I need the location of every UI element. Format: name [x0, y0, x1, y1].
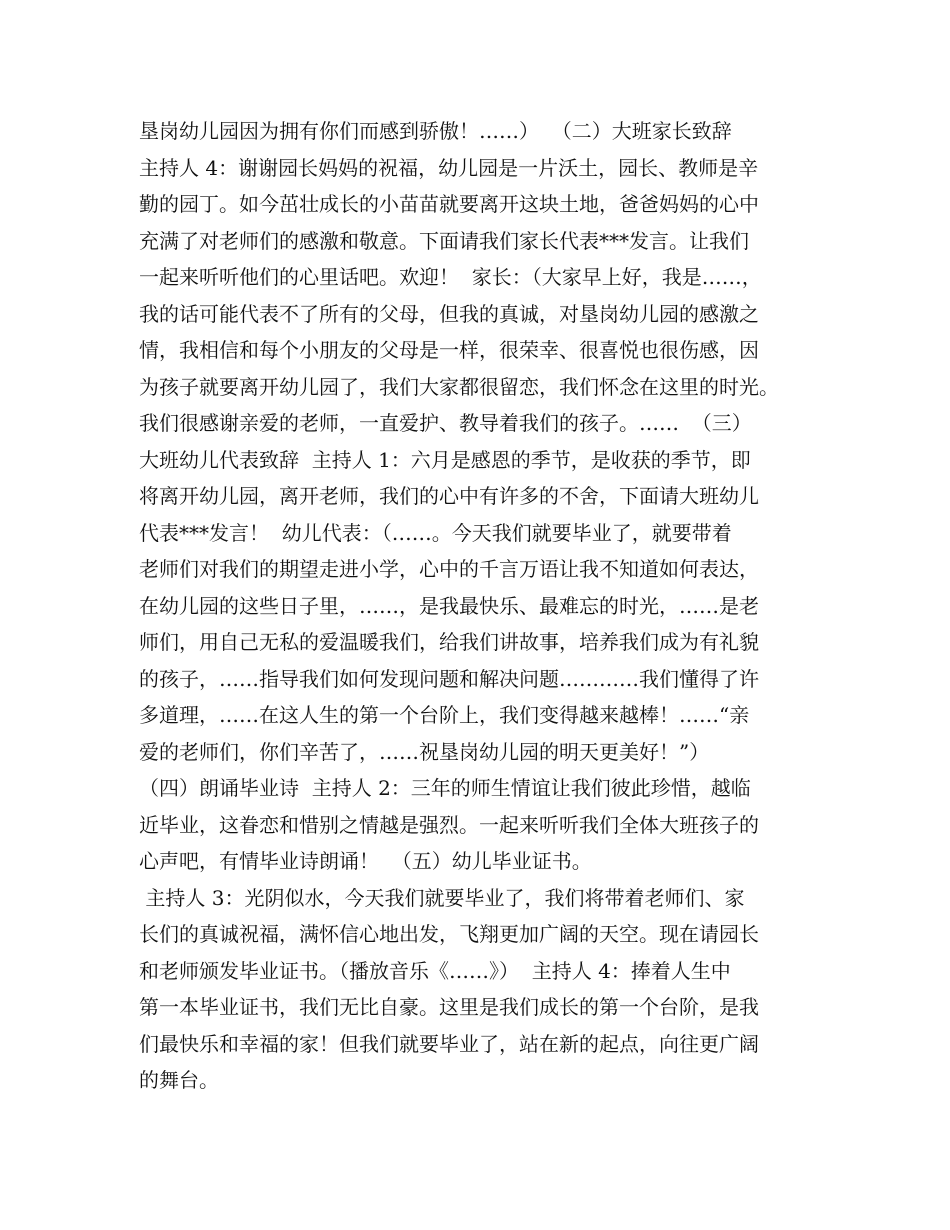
text-line: （四）朗诵毕业诗 主持人 2：三年的师生情谊让我们彼此珍惜，越临 — [139, 776, 751, 800]
text-line: 的舞台。 — [139, 1068, 219, 1092]
text-line: 师们，用自己无私的爱温暖我们，给我们讲故事，培养我们成为有礼貌 — [139, 630, 759, 654]
text-line: 在幼儿园的这些日子里，……，是我最快乐、最难忘的时光，……是老 — [139, 593, 759, 618]
text-line: 我们很感谢亲爱的老师，一直爱护、教导着我们的孩子。…… （三） — [139, 411, 752, 435]
text-line: 一起来听听他们的心里话吧。欢迎！ 家长：（大家早上好，我是……， — [139, 265, 762, 289]
text-line: 为孩子就要离开幼儿园了，我们大家都很留恋，我们怀念在这里的时光。 — [139, 374, 779, 399]
text-line: 第一本毕业证书，我们无比自豪。这里是我们成长的第一个台阶，是我 — [139, 995, 759, 1019]
text-line: 的孩子，……指导我们如何发现问题和解决问题…………我们懂得了许 — [139, 666, 759, 691]
text-line: 情，我相信和每个小朋友的父母是一样，很荣幸、很喜悦也很伤感，因 — [139, 338, 759, 362]
text-line: 近毕业，这眷恋和惜别之情越是强烈。一起来听听我们全体大班孩子的 — [139, 812, 759, 837]
text-line: 我的话可能代表不了所有的父母，但我的真诚，对垦岗幼儿园的感激之 — [139, 301, 759, 326]
text-line: 主持人 4：谢谢园长妈妈的祝福，幼儿园是一片沃土，园长、教师是辛 — [139, 155, 759, 180]
text-line: 长们的真诚祝福，满怀信心地出发，飞翔更加广阔的天空。现在请园长 — [139, 922, 759, 946]
text-line: 和老师颁发毕业证书。（播放音乐《……》） 主持人 4：捧着人生中 — [139, 958, 731, 983]
text-line: 主持人 3：光阴似水，今天我们就要毕业了，我们将带着老师们、家 — [139, 885, 745, 910]
text-line: 将离开幼儿园，离开老师，我们的心中有许多的不舍，下面请大班幼儿 — [139, 484, 759, 508]
text-line: 爱的老师们，你们辛苦了，……祝垦岗幼儿园的明天更美好！”） — [139, 739, 710, 764]
text-line: 勤的园丁。如今茁壮成长的小苗苗就要离开这块土地，爸爸妈妈的心中 — [139, 192, 759, 216]
text-line: 们最快乐和幸福的家！但我们就要毕业了，站在新的起点，向往更广阔 — [139, 1031, 759, 1056]
text-line: 大班幼儿代表致辞 主持人 1：六月是感恩的季节，是收获的季节，即 — [139, 447, 751, 472]
body-text — [139, 113, 819, 1099]
text-line: 代表***发言！ 幼儿代表：（……。今天我们就要毕业了，就要带着 — [139, 520, 732, 545]
text-line: 充满了对老师们的感激和敬意。下面请我们家长代表***发言。让我们 — [139, 228, 749, 253]
text-line: 多道理，……在这人生的第一个台阶上，我们变得越来越棒！……“亲 — [139, 703, 750, 727]
text-line: 老师们对我们的期望走进小学，心中的千言万语让我不知道如何表达， — [139, 557, 759, 581]
text-line: 垦岗幼儿园因为拥有你们而感到骄傲！……） （二）大班家长致辞 — [139, 119, 732, 143]
text-line: 心声吧，有情毕业诗朗诵！ （五）幼儿毕业证书。 — [139, 849, 592, 873]
